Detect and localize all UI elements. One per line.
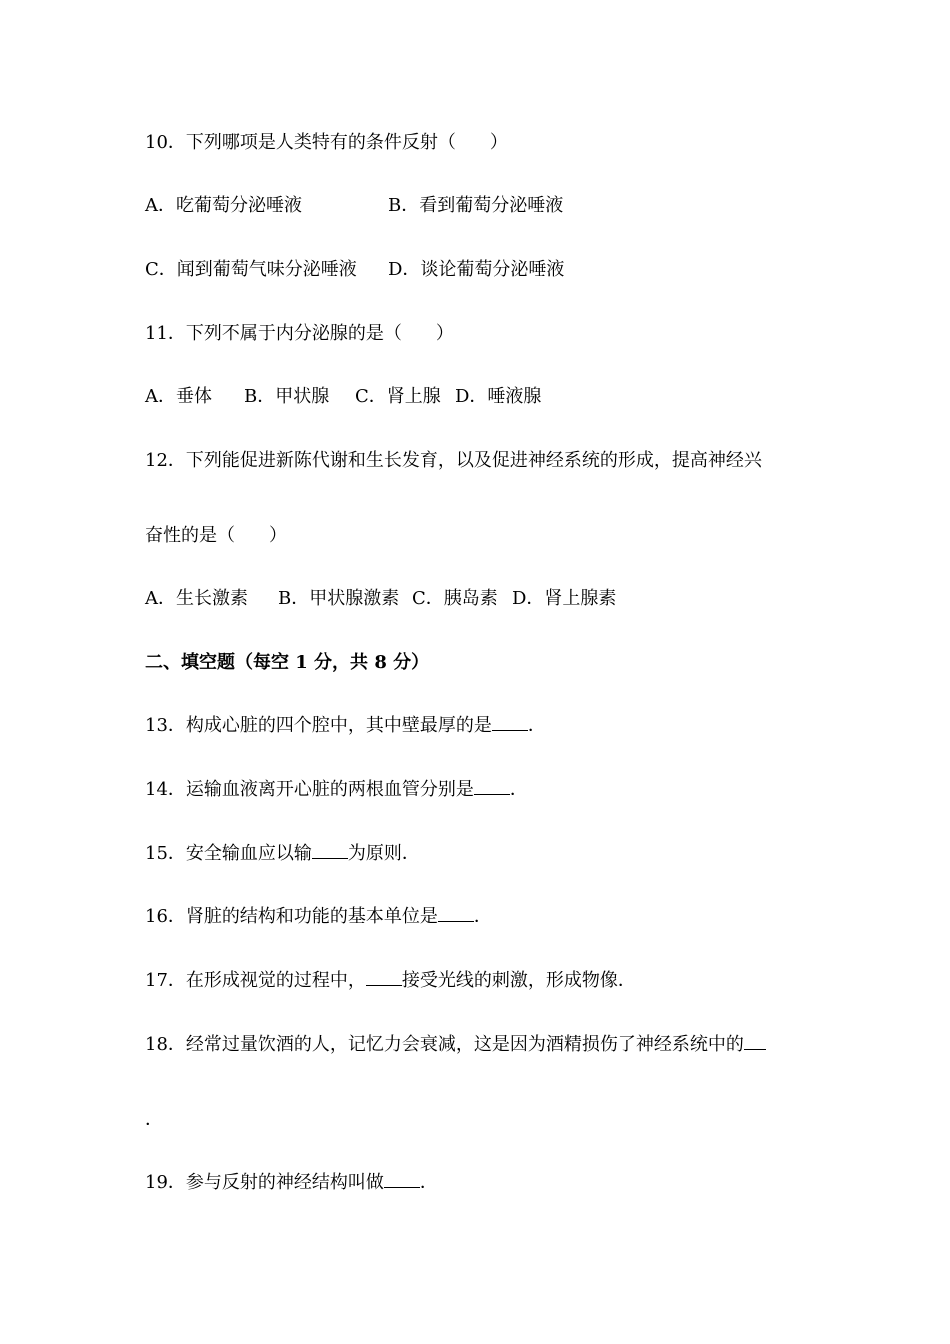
fill-item-15	[145, 842, 420, 866]
q12-option-b: B．甲状腺激素	[278, 588, 400, 609]
q11-option-a: A．垂体	[145, 386, 212, 407]
fill-item-13-post: ．	[527, 715, 546, 736]
answer-blank[interactable]	[312, 844, 348, 859]
fill-item-19	[145, 1171, 438, 1195]
fill-item-17-pre: 17．在形成视觉的过程中，	[145, 970, 366, 991]
question-11	[145, 322, 454, 346]
question-12-line-1: 12．下列能促进新陈代谢和生长发育，以及促进神经系统的形成，提高神经兴	[145, 450, 762, 471]
question-11-text: 11．下列不属于内分泌腺的是（	[145, 323, 402, 344]
fill-item-18	[145, 1033, 766, 1057]
fill-item-18-pre: 18．经常过量饮酒的人，记忆力会衰减，这是因为酒精损伤了神经系统中的	[145, 1034, 744, 1055]
question-11-close: ）	[435, 323, 454, 344]
fill-item-13-pre: 13．构成心脏的四个腔中，其中壁最厚的是	[145, 715, 492, 736]
answer-blank[interactable]	[474, 780, 510, 795]
question-12-close: ）	[269, 525, 287, 546]
fill-item-18-tail: ．	[145, 1109, 163, 1130]
fill-item-17	[145, 969, 636, 993]
q11-option-d: D．唾液腺	[455, 386, 542, 407]
question-10	[145, 131, 508, 155]
fill-item-16	[145, 905, 492, 929]
q10-option-b: B．看到葡萄分泌唾液	[388, 195, 564, 216]
answer-blank[interactable]	[366, 971, 402, 986]
fill-item-17-post: 接受光线的刺激，形成物像．	[401, 970, 636, 991]
answer-blank[interactable]	[438, 907, 474, 922]
q10-option-a: A．吃葡萄分泌唾液	[145, 195, 302, 216]
q11-option-c: C．肾上腺	[355, 386, 441, 407]
fill-item-13	[145, 714, 546, 738]
fill-item-16-post: ．	[473, 906, 492, 927]
question-12-line-2	[145, 524, 287, 548]
question-10-text: 10．下列哪项是人类特有的条件反射（	[145, 132, 456, 153]
answer-blank[interactable]	[492, 716, 528, 731]
fill-item-15-pre: 15．安全输血应以输	[145, 843, 312, 864]
fill-item-19-post: ．	[419, 1172, 438, 1193]
answer-blank[interactable]	[744, 1035, 766, 1050]
q12-option-a: A．生长激素	[145, 588, 248, 609]
section-2-heading: 二、填空题（每空 1 分，共 8 分）	[145, 652, 430, 673]
answer-blank[interactable]	[384, 1173, 420, 1188]
fill-item-14-pre: 14．运输血液离开心脏的两根血管分别是	[145, 779, 474, 800]
q10-option-c: C．闻到葡萄气味分泌唾液	[145, 259, 357, 280]
fill-item-14-post: ．	[509, 779, 528, 800]
question-12-text: 奋性的是（	[145, 525, 235, 546]
fill-item-14	[145, 778, 528, 802]
fill-item-15-post: 为原则．	[347, 843, 420, 864]
fill-item-19-pre: 19．参与反射的神经结构叫做	[145, 1172, 384, 1193]
fill-item-16-pre: 16．肾脏的结构和功能的基本单位是	[145, 906, 438, 927]
question-10-close: ）	[489, 132, 508, 153]
q12-option-d: D．肾上腺素	[512, 588, 617, 609]
q11-option-b: B．甲状腺	[244, 386, 330, 407]
q12-option-c: C．胰岛素	[412, 588, 498, 609]
q10-option-d: D．谈论葡萄分泌唾液	[388, 259, 565, 280]
